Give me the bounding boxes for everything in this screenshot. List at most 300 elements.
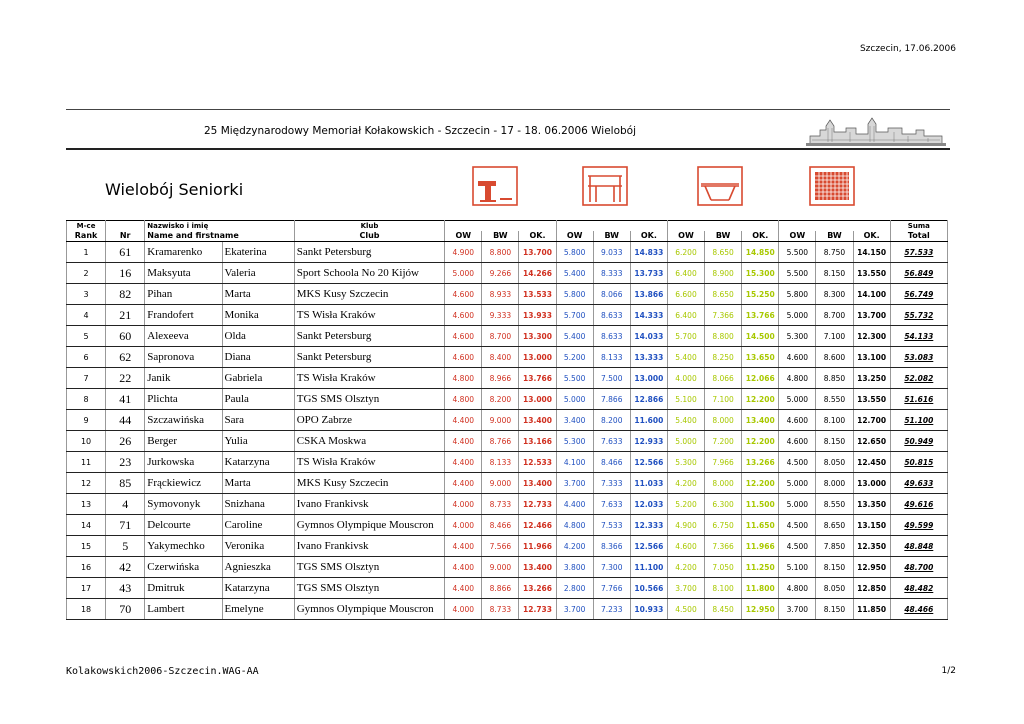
beam-ow-score: 5.100 — [667, 389, 704, 410]
firstname-cell: Marta — [222, 284, 294, 305]
floor-bw-score: 8.300 — [816, 284, 853, 305]
bars-ok-score: 13.000 — [630, 368, 667, 389]
start-number-cell: 16 — [106, 263, 145, 284]
bars-ow-score: 3.700 — [556, 599, 593, 620]
start-number-cell: 61 — [106, 242, 145, 263]
bars-ow-score: 4.200 — [556, 536, 593, 557]
club-cell: Ivano Frankivsk — [294, 494, 444, 515]
bars-ow-score: 5.500 — [556, 368, 593, 389]
beam-bw-score: 8.450 — [705, 599, 742, 620]
start-number-cell: 5 — [106, 536, 145, 557]
beam-ok-score: 15.300 — [742, 263, 779, 284]
firstname-cell: Yulia — [222, 431, 294, 452]
start-number-cell: 21 — [106, 305, 145, 326]
surname-cell: Frąckiewicz — [145, 473, 222, 494]
beam-ow-score: 3.700 — [667, 578, 704, 599]
rank-cell: 3 — [67, 284, 106, 305]
firstname-cell: Paula — [222, 389, 294, 410]
rank-cell: 17 — [67, 578, 106, 599]
start-number-cell: 71 — [106, 515, 145, 536]
vault-ok-score: 13.700 — [519, 242, 556, 263]
floor-ok-score: 13.550 — [853, 263, 890, 284]
header-ow: OW — [445, 231, 482, 242]
floor-ok-score: 13.700 — [853, 305, 890, 326]
bars-bw-score: 7.766 — [593, 578, 630, 599]
floor-ok-score: 13.000 — [853, 473, 890, 494]
beam-bw-score: 7.200 — [705, 431, 742, 452]
total-score-cell: 56.749 — [890, 284, 947, 305]
vault-ok-score: 13.400 — [519, 557, 556, 578]
bars-ow-score: 5.400 — [556, 326, 593, 347]
header-ok: OK. — [742, 231, 779, 242]
start-number-cell: 82 — [106, 284, 145, 305]
beam-ow-score: 4.200 — [667, 557, 704, 578]
total-score-cell: 49.599 — [890, 515, 947, 536]
header-ow: OW — [779, 231, 816, 242]
beam-ow-score: 6.200 — [667, 242, 704, 263]
start-number-cell: 62 — [106, 347, 145, 368]
start-number-cell: 23 — [106, 452, 145, 473]
bars-bw-score: 7.533 — [593, 515, 630, 536]
total-score-cell: 48.466 — [890, 599, 947, 620]
beam-bw-score: 7.366 — [705, 536, 742, 557]
bars-ow-score: 5.200 — [556, 347, 593, 368]
bars-ow-score: 5.000 — [556, 389, 593, 410]
floor-ok-score: 11.850 — [853, 599, 890, 620]
vault-bw-score: 9.000 — [482, 473, 519, 494]
vault-ok-score: 13.300 — [519, 326, 556, 347]
table-header-row-2 — [67, 231, 948, 242]
rank-cell: 13 — [67, 494, 106, 515]
vault-ok-score: 12.466 — [519, 515, 556, 536]
bars-bw-score: 8.066 — [593, 284, 630, 305]
beam-bw-score: 7.050 — [705, 557, 742, 578]
floor-ok-score: 13.250 — [853, 368, 890, 389]
floor-ow-score: 5.000 — [779, 494, 816, 515]
rank-cell: 12 — [67, 473, 106, 494]
vault-bw-score: 9.266 — [482, 263, 519, 284]
page-number: 1/2 — [941, 666, 956, 676]
vault-bw-score: 8.400 — [482, 347, 519, 368]
surname-cell: Czerwińska — [145, 557, 222, 578]
bars-ok-score: 12.866 — [630, 389, 667, 410]
header-sum: Suma — [890, 221, 947, 232]
header-ok: OK. — [630, 231, 667, 242]
start-number-cell: 43 — [106, 578, 145, 599]
bars-bw-score: 8.200 — [593, 410, 630, 431]
header-total: Total — [890, 231, 947, 242]
vault-ow-score: 4.400 — [445, 431, 482, 452]
floor-ow-score: 4.600 — [779, 431, 816, 452]
bars-bw-score: 7.300 — [593, 557, 630, 578]
bars-bw-score: 7.633 — [593, 431, 630, 452]
beam-ok-score: 15.250 — [742, 284, 779, 305]
header-ow: OW — [667, 231, 704, 242]
beam-ok-score: 12.066 — [742, 368, 779, 389]
floor-ow-score: 4.600 — [779, 347, 816, 368]
vault-ow-score: 4.600 — [445, 284, 482, 305]
bars-ok-score: 13.733 — [630, 263, 667, 284]
bars-ok-score: 12.333 — [630, 515, 667, 536]
beam-bw-score: 8.066 — [705, 368, 742, 389]
floor-ok-score: 12.650 — [853, 431, 890, 452]
beam-ow-score: 5.000 — [667, 431, 704, 452]
total-score-cell: 49.616 — [890, 494, 947, 515]
floor-ow-score: 4.500 — [779, 536, 816, 557]
firstname-cell: Veronika — [222, 536, 294, 557]
total-score-cell: 51.100 — [890, 410, 947, 431]
surname-cell: Delcourte — [145, 515, 222, 536]
bars-ok-score: 13.866 — [630, 284, 667, 305]
bars-bw-score: 8.333 — [593, 263, 630, 284]
firstname-cell: Monika — [222, 305, 294, 326]
header-rank: Rank — [67, 231, 106, 242]
beam-bw-score: 6.750 — [705, 515, 742, 536]
vault-ok-score: 13.000 — [519, 347, 556, 368]
bars-bw-score: 8.633 — [593, 305, 630, 326]
vault-bw-score: 8.866 — [482, 578, 519, 599]
bars-ok-score: 12.566 — [630, 452, 667, 473]
vault-bw-score: 8.733 — [482, 599, 519, 620]
beam-ow-score: 4.500 — [667, 599, 704, 620]
beam-ok-score: 14.850 — [742, 242, 779, 263]
surname-cell: Szczawińska — [145, 410, 222, 431]
table-row — [67, 305, 948, 326]
vault-ow-score: 4.000 — [445, 515, 482, 536]
firstname-cell: Olda — [222, 326, 294, 347]
bars-ok-score: 14.033 — [630, 326, 667, 347]
bars-bw-score: 7.233 — [593, 599, 630, 620]
header-rule-bottom — [66, 148, 950, 150]
beam-ok-score: 12.200 — [742, 431, 779, 452]
rank-cell: 2 — [67, 263, 106, 284]
table-row — [67, 494, 948, 515]
vault-ow-score: 4.400 — [445, 578, 482, 599]
floor-ok-score: 14.150 — [853, 242, 890, 263]
vault-ok-score: 13.266 — [519, 578, 556, 599]
vault-ow-score: 4.400 — [445, 473, 482, 494]
firstname-cell: Agnieszka — [222, 557, 294, 578]
surname-cell: Symovonyk — [145, 494, 222, 515]
bars-ow-score: 3.800 — [556, 557, 593, 578]
floor-bw-score: 8.100 — [816, 410, 853, 431]
header-bw: BW — [816, 231, 853, 242]
header-ok: OK. — [519, 231, 556, 242]
club-cell: Gymnos Olympique Mouscron — [294, 515, 444, 536]
table-row — [67, 599, 948, 620]
floor-ow-score: 5.800 — [779, 284, 816, 305]
floor-bw-score: 8.150 — [816, 599, 853, 620]
bars-ok-score: 10.933 — [630, 599, 667, 620]
start-number-cell: 42 — [106, 557, 145, 578]
table-row — [67, 452, 948, 473]
club-cell: TS Wisła Kraków — [294, 305, 444, 326]
bars-ow-score: 3.400 — [556, 410, 593, 431]
beam-bw-score: 8.800 — [705, 326, 742, 347]
total-score-cell: 48.482 — [890, 578, 947, 599]
floor-ow-score: 5.300 — [779, 326, 816, 347]
bars-ok-score: 14.833 — [630, 242, 667, 263]
beam-ok-score: 13.650 — [742, 347, 779, 368]
surname-cell: Jurkowska — [145, 452, 222, 473]
rank-cell: 15 — [67, 536, 106, 557]
floor-exercise-icon — [809, 166, 855, 206]
bars-ow-score: 4.800 — [556, 515, 593, 536]
beam-ow-score: 6.600 — [667, 284, 704, 305]
floor-ok-score: 13.150 — [853, 515, 890, 536]
table-header-row-1 — [67, 221, 948, 232]
beam-ow-score: 4.900 — [667, 515, 704, 536]
rank-cell: 14 — [67, 515, 106, 536]
beam-ok-score: 13.400 — [742, 410, 779, 431]
table-row — [67, 347, 948, 368]
rank-cell: 16 — [67, 557, 106, 578]
header-bw: BW — [593, 231, 630, 242]
beam-bw-score: 7.366 — [705, 305, 742, 326]
rank-cell: 6 — [67, 347, 106, 368]
club-cell: Sankt Petersburg — [294, 326, 444, 347]
club-cell: Sankt Petersburg — [294, 347, 444, 368]
bars-ow-score: 5.800 — [556, 242, 593, 263]
club-cell: TS Wisła Kraków — [294, 368, 444, 389]
rank-cell: 5 — [67, 326, 106, 347]
floor-bw-score: 8.050 — [816, 452, 853, 473]
beam-ok-score: 12.200 — [742, 473, 779, 494]
bars-ok-score: 11.100 — [630, 557, 667, 578]
vault-bw-score: 7.566 — [482, 536, 519, 557]
rank-cell: 1 — [67, 242, 106, 263]
floor-bw-score: 8.750 — [816, 242, 853, 263]
total-score-cell: 48.848 — [890, 536, 947, 557]
club-cell: MKS Kusy Szczecin — [294, 473, 444, 494]
bars-bw-score: 8.466 — [593, 452, 630, 473]
beam-ow-score: 5.700 — [667, 326, 704, 347]
header-ow: OW — [556, 231, 593, 242]
vault-bw-score: 8.966 — [482, 368, 519, 389]
header-nr: Nr — [106, 231, 145, 242]
vault-ok-score: 11.966 — [519, 536, 556, 557]
bars-ow-score: 5.700 — [556, 305, 593, 326]
total-score-cell: 48.700 — [890, 557, 947, 578]
header-rule-top — [66, 109, 950, 110]
vault-bw-score: 8.933 — [482, 284, 519, 305]
table-row — [67, 263, 948, 284]
beam-ow-score: 5.300 — [667, 452, 704, 473]
rank-cell: 18 — [67, 599, 106, 620]
rank-cell: 8 — [67, 389, 106, 410]
vault-ow-score: 4.400 — [445, 557, 482, 578]
start-number-cell: 4 — [106, 494, 145, 515]
floor-bw-score: 8.550 — [816, 389, 853, 410]
start-number-cell: 41 — [106, 389, 145, 410]
club-cell: TGS SMS Olsztyn — [294, 578, 444, 599]
header-bw: BW — [482, 231, 519, 242]
floor-ow-score: 5.500 — [779, 242, 816, 263]
vault-ok-score: 12.733 — [519, 494, 556, 515]
surname-cell: Pihan — [145, 284, 222, 305]
beam-ok-score: 11.250 — [742, 557, 779, 578]
firstname-cell: Diana — [222, 347, 294, 368]
total-score-cell: 57.533 — [890, 242, 947, 263]
vault-bw-score: 8.200 — [482, 389, 519, 410]
firstname-cell: Marta — [222, 473, 294, 494]
beam-bw-score: 6.300 — [705, 494, 742, 515]
club-cell: MKS Kusy Szczecin — [294, 284, 444, 305]
bars-bw-score: 8.366 — [593, 536, 630, 557]
surname-cell: Alexeeva — [145, 326, 222, 347]
beam-bw-score: 8.000 — [705, 473, 742, 494]
floor-bw-score: 8.150 — [816, 263, 853, 284]
beam-ok-score: 14.500 — [742, 326, 779, 347]
vault-ow-score: 4.000 — [445, 599, 482, 620]
bars-ow-score: 4.100 — [556, 452, 593, 473]
event-title: 25 Międzynarodowy Memoriał Kołakowskich - Szczecin - 17 - 18. 06.2006 Wielobój — [204, 125, 637, 137]
table-row — [67, 536, 948, 557]
table-row — [67, 368, 948, 389]
start-number-cell: 44 — [106, 410, 145, 431]
bars-bw-score: 7.866 — [593, 389, 630, 410]
rank-cell: 4 — [67, 305, 106, 326]
vault-ok-score: 12.733 — [519, 599, 556, 620]
total-score-cell: 55.732 — [890, 305, 947, 326]
floor-ow-score: 5.100 — [779, 557, 816, 578]
floor-bw-score: 8.050 — [816, 578, 853, 599]
beam-ow-score: 6.400 — [667, 305, 704, 326]
vault-ow-score: 4.600 — [445, 326, 482, 347]
vault-ow-score: 4.400 — [445, 410, 482, 431]
bars-bw-score: 9.033 — [593, 242, 630, 263]
bars-bw-score: 8.133 — [593, 347, 630, 368]
bars-ok-score: 13.333 — [630, 347, 667, 368]
floor-bw-score: 8.150 — [816, 431, 853, 452]
city-skyline-logo — [806, 114, 946, 146]
document-filename: Kolakowskich2006-Szczecin.WAG-AA — [66, 666, 259, 677]
bars-bw-score: 7.500 — [593, 368, 630, 389]
firstname-cell: Snizhana — [222, 494, 294, 515]
surname-cell: Dmitruk — [145, 578, 222, 599]
total-score-cell: 53.083 — [890, 347, 947, 368]
club-cell: Sankt Petersburg — [294, 242, 444, 263]
beam-ow-score: 4.000 — [667, 368, 704, 389]
total-score-cell: 51.616 — [890, 389, 947, 410]
beam-ok-score: 11.650 — [742, 515, 779, 536]
beam-bw-score: 8.900 — [705, 263, 742, 284]
vault-ok-score: 13.000 — [519, 389, 556, 410]
document-date: Szczecin, 17.06.2006 — [859, 44, 956, 54]
bars-ok-score: 14.333 — [630, 305, 667, 326]
total-score-cell: 49.633 — [890, 473, 947, 494]
bars-bw-score: 8.633 — [593, 326, 630, 347]
beam-ow-score: 5.400 — [667, 410, 704, 431]
header-pos: M-ce — [67, 221, 106, 232]
beam-bw-score: 8.650 — [705, 284, 742, 305]
vault-ok-score: 13.400 — [519, 410, 556, 431]
vault-bw-score: 8.733 — [482, 494, 519, 515]
surname-cell: Lambert — [145, 599, 222, 620]
beam-ow-score: 5.200 — [667, 494, 704, 515]
vault-ow-score: 4.400 — [445, 452, 482, 473]
bars-ow-score: 4.400 — [556, 494, 593, 515]
vault-icon — [472, 166, 518, 206]
header-name-en: Name and firstname — [145, 231, 294, 242]
firstname-cell: Valeria — [222, 263, 294, 284]
rank-cell: 11 — [67, 452, 106, 473]
floor-ow-score: 4.800 — [779, 368, 816, 389]
club-cell: Ivano Frankivsk — [294, 536, 444, 557]
beam-ok-score: 11.500 — [742, 494, 779, 515]
vault-ok-score: 13.933 — [519, 305, 556, 326]
total-score-cell: 54.133 — [890, 326, 947, 347]
floor-bw-score: 8.700 — [816, 305, 853, 326]
vault-ok-score: 14.266 — [519, 263, 556, 284]
table-row — [67, 284, 948, 305]
bars-bw-score: 7.633 — [593, 494, 630, 515]
vault-bw-score: 8.766 — [482, 431, 519, 452]
floor-bw-score: 7.100 — [816, 326, 853, 347]
vault-ow-score: 5.000 — [445, 263, 482, 284]
beam-ok-score: 11.966 — [742, 536, 779, 557]
rank-cell: 7 — [67, 368, 106, 389]
beam-ow-score: 5.400 — [667, 347, 704, 368]
bars-ok-score: 12.566 — [630, 536, 667, 557]
vault-ow-score: 4.600 — [445, 347, 482, 368]
vault-ok-score: 13.533 — [519, 284, 556, 305]
floor-bw-score: 8.850 — [816, 368, 853, 389]
vault-ok-score: 12.533 — [519, 452, 556, 473]
floor-ok-score: 12.950 — [853, 557, 890, 578]
header-name: Nazwisko i imię — [145, 221, 294, 232]
floor-ow-score: 4.800 — [779, 578, 816, 599]
bars-ow-score: 3.700 — [556, 473, 593, 494]
floor-ok-score: 12.300 — [853, 326, 890, 347]
table-row — [67, 473, 948, 494]
beam-ok-score: 12.950 — [742, 599, 779, 620]
beam-ow-score: 4.600 — [667, 536, 704, 557]
floor-ok-score: 12.350 — [853, 536, 890, 557]
floor-ok-score: 12.700 — [853, 410, 890, 431]
beam-bw-score: 7.966 — [705, 452, 742, 473]
floor-ok-score: 13.100 — [853, 347, 890, 368]
surname-cell: Kramarenko — [145, 242, 222, 263]
surname-cell: Plichta — [145, 389, 222, 410]
floor-ow-score: 4.500 — [779, 515, 816, 536]
firstname-cell: Ekaterina — [222, 242, 294, 263]
beam-bw-score: 8.100 — [705, 578, 742, 599]
vault-ow-score: 4.400 — [445, 536, 482, 557]
club-cell: TGS SMS Olsztyn — [294, 557, 444, 578]
start-number-cell: 22 — [106, 368, 145, 389]
floor-bw-score: 8.650 — [816, 515, 853, 536]
table-row — [67, 557, 948, 578]
surname-cell: Sapronova — [145, 347, 222, 368]
floor-ok-score: 12.450 — [853, 452, 890, 473]
firstname-cell: Sara — [222, 410, 294, 431]
start-number-cell: 85 — [106, 473, 145, 494]
start-number-cell: 60 — [106, 326, 145, 347]
vault-bw-score: 9.000 — [482, 557, 519, 578]
results-table — [66, 220, 948, 620]
surname-cell: Yakymechko — [145, 536, 222, 557]
club-cell: TGS SMS Olsztyn — [294, 389, 444, 410]
vault-bw-score: 9.333 — [482, 305, 519, 326]
floor-ok-score: 14.100 — [853, 284, 890, 305]
page-title: Wielobój Seniorki — [105, 180, 244, 199]
floor-bw-score: 7.850 — [816, 536, 853, 557]
beam-ow-score: 4.200 — [667, 473, 704, 494]
beam-bw-score: 8.650 — [705, 242, 742, 263]
floor-bw-score: 8.000 — [816, 473, 853, 494]
surname-cell: Janik — [145, 368, 222, 389]
